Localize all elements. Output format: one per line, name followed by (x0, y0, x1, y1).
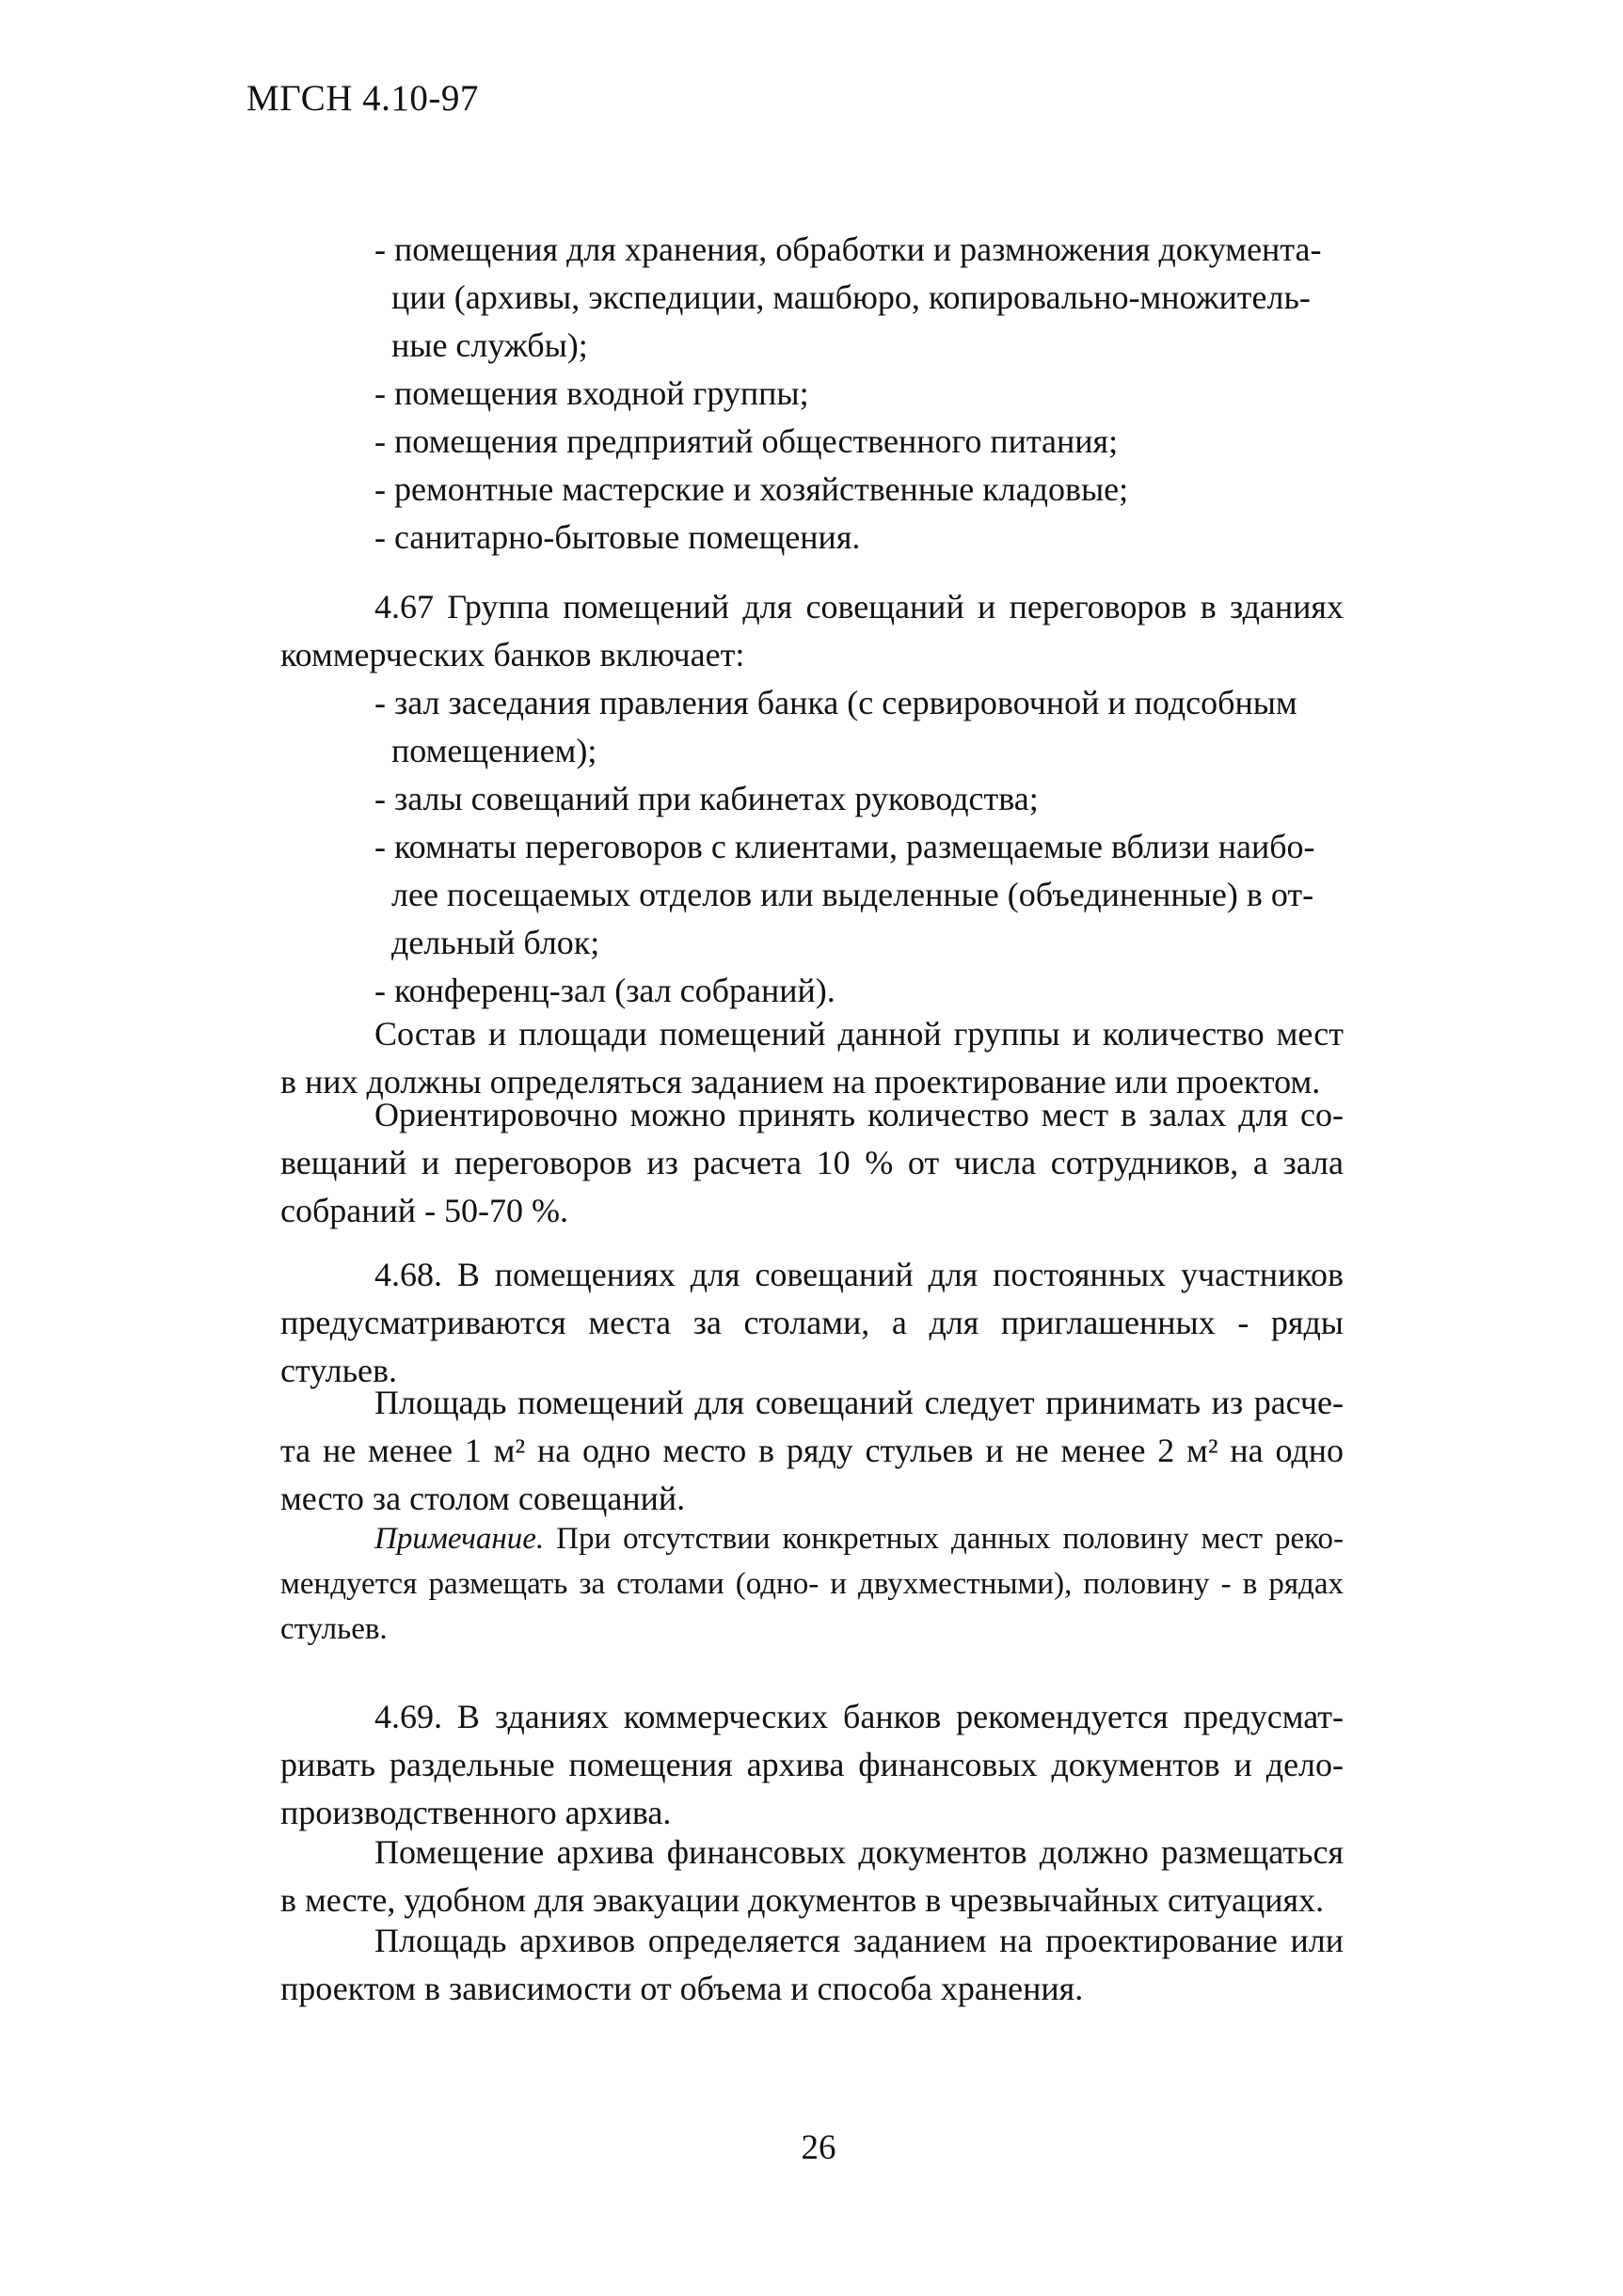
paragraph-line: Площадь архивов определяется заданием на проектирование или (374, 1922, 1344, 1959)
paragraph-line: проектом в зависимости от объема и способа хранения. (280, 1970, 1084, 2007)
note-line: мендуется размещать за столами (одно- и двухместными), половину - в рядах (280, 1567, 1344, 1601)
paragraph-line: вещаний и переговоров из расчета 10 % от числа сотрудников, а зала (280, 1144, 1344, 1181)
section-4-69-paragraph-3 (280, 1917, 1344, 2013)
list-item: - конференц-зал (зал собраний). (374, 972, 835, 1009)
paragraph-line: коммерческих банков включает: (280, 636, 745, 673)
note-line (280, 1516, 1344, 1561)
page-number: 26 (801, 2129, 836, 2167)
list-item: - санитарно-бытовые помещения. (374, 518, 861, 556)
list-item-continuation: дельный блок; (391, 924, 600, 961)
paragraph-line: Ориентировочно можно принять количество мест в залах для со- (374, 1096, 1344, 1133)
list-item: - залы совещаний при кабинетах руководства; (374, 780, 1039, 817)
section-4-68-paragraph-2 (280, 1379, 1344, 1523)
paragraph-line: собраний - 50-70 %. (280, 1192, 569, 1229)
paragraph-line: в них должны определяться заданием на проектирование или проектом. (280, 1063, 1321, 1100)
list-item: - помещения предприятий общественного питания; (374, 422, 1119, 460)
section-4-67-list (374, 679, 1315, 1015)
note-line: стульев. (280, 1612, 388, 1646)
paragraph-line: производственного архива. (280, 1794, 672, 1831)
section-4-67-paragraph-2 (280, 1091, 1344, 1235)
paragraph-line: Помещение архива финансовых документов должно размещаться (374, 1833, 1344, 1871)
paragraph-line: место за столом совещаний. (280, 1480, 686, 1517)
section-4-67-intro (280, 583, 1344, 679)
list-item-continuation: ции (архивы, экспедиции, машбюро, копировально-множитель- (391, 278, 1311, 316)
list-item: - зал заседания правления банка (с сервировочной и подсобным (374, 684, 1297, 721)
paragraph-line: Состав и площади помещений данной группы и количество мест (374, 1015, 1344, 1053)
paragraph-line: стульев. (280, 1352, 398, 1389)
section-4-69-paragraph-2 (280, 1829, 1344, 1924)
section-4-69-paragraph-1 (280, 1693, 1344, 1837)
paragraph-line: 4.67 Группа помещений для совещаний и переговоров в зданиях (374, 588, 1344, 625)
paragraph-line: ривать раздельные помещения архива финансовых документов и дело- (280, 1746, 1344, 1783)
paragraph-line: в месте, удобном для эвакуации документов в чрезвычайных ситуациях. (280, 1881, 1325, 1919)
paragraph-line: предусматриваются места за столами, а для приглашенных - ряды (280, 1304, 1344, 1341)
document-code-header: МГСН 4.10-97 (247, 78, 479, 119)
list-item-continuation: помещением); (391, 732, 597, 769)
list-item: - помещения для хранения, обработки и размножения документа- (374, 230, 1322, 268)
paragraph-line: Площадь помещений для совещаний следует принимать из расче- (374, 1384, 1344, 1421)
list-item: - ремонтные мастерские и хозяйственные кладовые; (374, 470, 1129, 508)
section-4-68-paragraph-1 (280, 1251, 1344, 1395)
list-item-continuation: ные службы); (391, 326, 588, 364)
note-label: Примечание. (374, 1522, 545, 1556)
list-item-continuation: лее посещаемых отделов или выделенные (объединенные) в от- (391, 876, 1314, 913)
list-item: - комнаты переговоров с клиентами, размещаемые вблизи наибо- (374, 828, 1315, 865)
list-premises-block (374, 226, 1321, 562)
note-text: При отсутствии конкретных данных половину мест реко- (544, 1522, 1344, 1556)
section-4-68-note (280, 1516, 1344, 1652)
paragraph-line: 4.69. В зданиях коммерческих банков рекомендуется предусмат- (374, 1698, 1344, 1735)
list-item: - помещения входной группы; (374, 374, 809, 412)
paragraph-line: та не менее 1 м² на одно место в ряду стульев и не менее 2 м² на одно (280, 1432, 1344, 1469)
paragraph-line: 4.68. В помещениях для совещаний для постоянных участников (374, 1256, 1344, 1293)
